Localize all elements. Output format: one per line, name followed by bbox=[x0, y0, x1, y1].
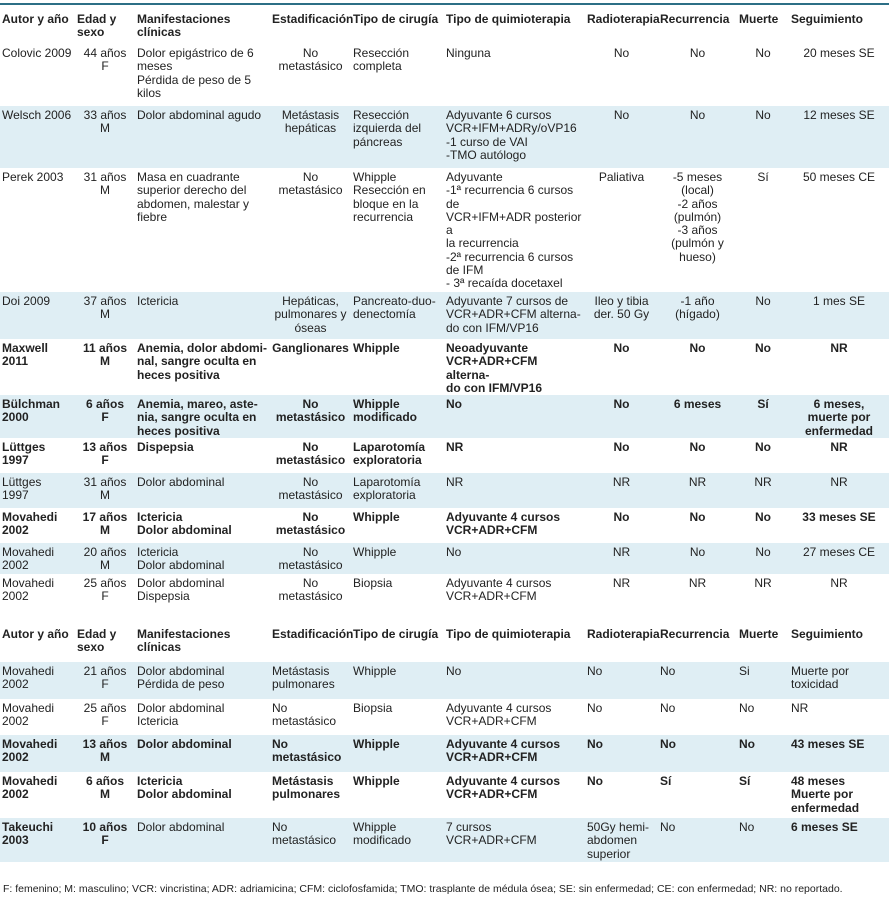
cell-death: No bbox=[737, 339, 789, 395]
cell-chemo: Adyuvante -1ª recurrencia 6 cursos de VCR+IFM+ADR posterior a la recurrencia -2ª recurrencia 6 cursos de IFM - 3ª recaída docetaxel bbox=[444, 168, 585, 292]
cell-age-sex: 11 años M bbox=[75, 339, 135, 395]
cell-surgery: Whipple modificado bbox=[351, 395, 444, 438]
cell-author: Movahedi 2002 bbox=[0, 735, 75, 772]
cell-clinical: Dolor abdominal Dispepsia bbox=[135, 574, 270, 605]
cell-followup: 27 meses CE bbox=[789, 543, 889, 574]
cell-death: Sí bbox=[737, 772, 789, 818]
table-row bbox=[0, 772, 889, 818]
cell-followup: 43 meses SE bbox=[789, 735, 889, 772]
cell-author: Movahedi 2002 bbox=[0, 662, 75, 699]
header-cell: Estadificación bbox=[272, 627, 354, 641]
table-row bbox=[0, 574, 889, 605]
cell-staging: No metastásico bbox=[270, 508, 351, 543]
top-rule bbox=[0, 3, 889, 5]
cell-death: NR bbox=[737, 574, 789, 605]
cell-chemo: NR bbox=[444, 473, 585, 508]
cell-chemo: Ninguna bbox=[444, 44, 585, 106]
cell-author: Doi 2009 bbox=[0, 292, 75, 339]
cell-radio: Ileo y tibia der. 50 Gy bbox=[585, 292, 658, 339]
cell-author: Movahedi 2002 bbox=[0, 699, 75, 735]
header-cell: Seguimiento bbox=[791, 12, 864, 26]
cell-death: No bbox=[737, 438, 789, 473]
cell-surgery: Biopsia bbox=[351, 574, 444, 605]
cell-surgery: Resección izquierda del páncreas bbox=[351, 106, 444, 168]
cell-recurrence: No bbox=[658, 106, 737, 168]
cell-radio: NR bbox=[585, 574, 658, 605]
cell-chemo: NR bbox=[444, 438, 585, 473]
table-body bbox=[0, 44, 889, 605]
cell-staging: Metástasis pulmonares bbox=[270, 662, 351, 699]
cell-age-sex: 31 años M bbox=[75, 168, 135, 292]
table-row bbox=[0, 438, 889, 473]
cell-author: Bülchman 2000 bbox=[0, 395, 75, 438]
cell-staging: No metastásico bbox=[270, 735, 351, 772]
cell-author: Movahedi 2002 bbox=[0, 772, 75, 818]
cell-followup: Muerte por toxicidad bbox=[789, 662, 889, 699]
cell-author: Movahedi 2002 bbox=[0, 543, 75, 574]
cell-surgery: Resección completa bbox=[351, 44, 444, 106]
cell-chemo: Adyuvante 4 cursos VCR+ADR+CFM bbox=[444, 735, 585, 772]
cell-followup: NR bbox=[789, 473, 889, 508]
table-row bbox=[0, 106, 889, 168]
cell-followup: NR bbox=[789, 339, 889, 395]
cell-death: No bbox=[737, 818, 789, 862]
header-cell: Autor y año bbox=[2, 627, 69, 641]
cell-clinical: Dolor abdominal bbox=[135, 818, 270, 862]
header-cell: Seguimiento bbox=[791, 627, 864, 641]
cell-death: No bbox=[737, 543, 789, 574]
cell-author: Perek 2003 bbox=[0, 168, 75, 292]
cell-recurrence: No bbox=[658, 44, 737, 106]
cell-surgery: Whipple bbox=[351, 772, 444, 818]
header-cell: Muerte bbox=[739, 627, 779, 641]
cell-author: Lüttges 1997 bbox=[0, 438, 75, 473]
cell-surgery: Pancreato-duo- denectomía bbox=[351, 292, 444, 339]
cell-age-sex: 13 años F bbox=[75, 438, 135, 473]
cell-clinical: Ictericia Dolor abdominal bbox=[135, 772, 270, 818]
cell-surgery: Whipple bbox=[351, 543, 444, 574]
table-header-row bbox=[0, 6, 889, 44]
cell-recurrence: No bbox=[658, 438, 737, 473]
cell-author: Maxwell 2011 bbox=[0, 339, 75, 395]
cell-followup: 1 mes SE bbox=[789, 292, 889, 339]
cell-chemo: No bbox=[444, 662, 585, 699]
cell-radio: No bbox=[585, 699, 658, 735]
cell-radio: No bbox=[585, 662, 658, 699]
header-cell: Manifestaciones clínicas bbox=[137, 627, 231, 655]
cell-clinical: Dolor abdominal Ictericia bbox=[135, 699, 270, 735]
cell-followup: 33 meses SE bbox=[789, 508, 889, 543]
cell-age-sex: 44 años F bbox=[75, 44, 135, 106]
cell-author: Welsch 2006 bbox=[0, 106, 75, 168]
cell-radio: No bbox=[585, 44, 658, 106]
cell-death: No bbox=[737, 292, 789, 339]
cell-radio: No bbox=[585, 106, 658, 168]
cell-surgery: Whipple modificado bbox=[351, 818, 444, 862]
cell-staging: No metastásico bbox=[270, 395, 351, 438]
cell-chemo: No bbox=[444, 395, 585, 438]
cell-age-sex: 6 años M bbox=[75, 772, 135, 818]
cell-surgery: Biopsia bbox=[351, 699, 444, 735]
cell-author: Movahedi 2002 bbox=[0, 574, 75, 605]
cell-radio: No bbox=[585, 508, 658, 543]
cell-age-sex: 10 años F bbox=[75, 818, 135, 862]
cell-recurrence: 6 meses bbox=[658, 395, 737, 438]
cell-staging: No metastásico bbox=[270, 168, 351, 292]
cell-staging: Ganglionares bbox=[270, 339, 351, 395]
header-cell: Recurrencia bbox=[660, 627, 730, 641]
table-body bbox=[0, 662, 889, 862]
cell-radio: No bbox=[585, 339, 658, 395]
cell-clinical: Anemia, mareo, aste- nia, sangre oculta en heces positiva bbox=[135, 395, 270, 438]
cell-author: Lüttges 1997 bbox=[0, 473, 75, 508]
cell-clinical: Dolor abdominal agudo bbox=[135, 106, 270, 168]
cell-death: NR bbox=[737, 473, 789, 508]
cell-death: Sí bbox=[737, 395, 789, 438]
table-row bbox=[0, 44, 889, 106]
cell-death: No bbox=[737, 44, 789, 106]
table-row bbox=[0, 339, 889, 395]
header-cell: Edad y sexo bbox=[77, 12, 117, 40]
cell-followup: 50 meses CE bbox=[789, 168, 889, 292]
header-cell: Radioterapia bbox=[587, 12, 660, 26]
cell-radio: 50Gy hemi- abdomen superior bbox=[585, 818, 658, 862]
cell-recurrence: No bbox=[658, 662, 737, 699]
cell-clinical: Ictericia bbox=[135, 292, 270, 339]
cell-clinical: Dolor abdominal bbox=[135, 473, 270, 508]
cell-age-sex: 31 años M bbox=[75, 473, 135, 508]
header-cell: Tipo de quimioterapia bbox=[446, 627, 571, 641]
cell-surgery: Whipple bbox=[351, 662, 444, 699]
cell-chemo: Adyuvante 4 cursos VCR+ADR+CFM bbox=[444, 574, 585, 605]
header-cell: Tipo de cirugía bbox=[353, 12, 439, 26]
cell-age-sex: 17 años M bbox=[75, 508, 135, 543]
table-row bbox=[0, 662, 889, 699]
header-cell: Tipo de cirugía bbox=[353, 627, 439, 641]
cell-clinical: Anemia, dolor abdomi- nal, sangre oculta en heces positiva bbox=[135, 339, 270, 395]
cell-recurrence: NR bbox=[658, 574, 737, 605]
cell-death: No bbox=[737, 508, 789, 543]
cell-surgery: Whipple bbox=[351, 508, 444, 543]
cell-age-sex: 13 años M bbox=[75, 735, 135, 772]
cell-age-sex: 21 años F bbox=[75, 662, 135, 699]
cell-clinical: Masa en cuadrante superior derecho del abdomen, malestar y fiebre bbox=[135, 168, 270, 292]
cell-staging: Metástasis pulmonares bbox=[270, 772, 351, 818]
header-cell: Radioterapia bbox=[587, 627, 660, 641]
case-table-top bbox=[0, 6, 889, 605]
cell-author: Takeuchi 2003 bbox=[0, 818, 75, 862]
cell-followup: NR bbox=[789, 574, 889, 605]
cell-recurrence: Sí bbox=[658, 772, 737, 818]
cell-staging: No metastásico bbox=[270, 818, 351, 862]
cell-staging: Metástasis hepáticas bbox=[270, 106, 351, 168]
cell-recurrence: No bbox=[658, 818, 737, 862]
cell-followup: 6 meses, muerte por enfermedad bbox=[789, 395, 889, 438]
cell-staging: Hepáticas, pulmonares y óseas bbox=[270, 292, 351, 339]
cell-staging: No metastásico bbox=[270, 699, 351, 735]
cell-recurrence: No bbox=[658, 735, 737, 772]
header-cell: Tipo de quimioterapia bbox=[446, 12, 571, 26]
table-header-row bbox=[0, 622, 889, 662]
cell-chemo: Neoadyuvante VCR+ADR+CFM alterna- do con IFM/VP16 bbox=[444, 339, 585, 395]
header-cell: Edad y sexo bbox=[77, 627, 117, 655]
header-cell: Muerte bbox=[739, 12, 779, 26]
cell-chemo: Adyuvante 6 cursos VCR+IFM+ADRy/oVP16 -1 curso de VAI -TMO autólogo bbox=[444, 106, 585, 168]
cell-radio: No bbox=[585, 772, 658, 818]
table-row bbox=[0, 395, 889, 438]
cell-chemo: Adyuvante 4 cursos VCR+ADR+CFM bbox=[444, 699, 585, 735]
table-row bbox=[0, 168, 889, 292]
cell-radio: NR bbox=[585, 543, 658, 574]
cell-age-sex: 33 años M bbox=[75, 106, 135, 168]
cell-staging: No metastásico bbox=[270, 438, 351, 473]
cell-followup: NR bbox=[789, 438, 889, 473]
cell-clinical: Dolor abdominal bbox=[135, 735, 270, 772]
cell-staging: No metastásico bbox=[270, 543, 351, 574]
table-row bbox=[0, 818, 889, 862]
cell-chemo: Adyuvante 4 cursos VCR+ADR+CFM bbox=[444, 508, 585, 543]
cell-recurrence: -5 meses (local) -2 años (pulmón) -3 años (pulmón y hueso) bbox=[658, 168, 737, 292]
cell-followup: 48 meses Muerte por enfermedad bbox=[789, 772, 889, 818]
cell-surgery: Laparotomía exploratoria bbox=[351, 438, 444, 473]
table-row bbox=[0, 508, 889, 543]
cell-staging: No metastásico bbox=[270, 473, 351, 508]
cell-radio: No bbox=[585, 438, 658, 473]
table-row bbox=[0, 699, 889, 735]
cell-age-sex: 6 años F bbox=[75, 395, 135, 438]
cell-radio: NR bbox=[585, 473, 658, 508]
cell-recurrence: No bbox=[658, 508, 737, 543]
cell-chemo: No bbox=[444, 543, 585, 574]
footnote: F: femenino; M: masculino; VCR: vincristina; ADR: adriamicina; CFM: ciclofosfamida; TMO: trasplante de médula ósea; SE: sin enfermedad; CE: con enfermedad; NR: no reportado. bbox=[3, 883, 843, 895]
table-row bbox=[0, 735, 889, 772]
cell-followup: NR bbox=[789, 699, 889, 735]
cell-surgery: Whipple Resección en bloque en la recurrencia bbox=[351, 168, 444, 292]
cell-death: No bbox=[737, 699, 789, 735]
header-cell: Manifestaciones clínicas bbox=[137, 12, 231, 40]
cell-staging: No metastásico bbox=[270, 574, 351, 605]
cell-recurrence: -1 año (hígado) bbox=[658, 292, 737, 339]
cell-author: Movahedi 2002 bbox=[0, 508, 75, 543]
cell-radio: No bbox=[585, 395, 658, 438]
cell-death: Sí bbox=[737, 168, 789, 292]
cell-death: Si bbox=[737, 662, 789, 699]
cell-followup: 20 meses SE bbox=[789, 44, 889, 106]
cell-chemo: Adyuvante 4 cursos VCR+ADR+CFM bbox=[444, 772, 585, 818]
cell-radio: No bbox=[585, 735, 658, 772]
header-cell: Estadificación bbox=[272, 12, 354, 26]
table-row bbox=[0, 473, 889, 508]
header-cell: Recurrencia bbox=[660, 12, 730, 26]
cell-age-sex: 25 años F bbox=[75, 574, 135, 605]
cell-clinical: Ictericia Dolor abdominal bbox=[135, 543, 270, 574]
table-row bbox=[0, 292, 889, 339]
cell-clinical: Dispepsia bbox=[135, 438, 270, 473]
cell-surgery: Whipple bbox=[351, 339, 444, 395]
table-row bbox=[0, 543, 889, 574]
cell-age-sex: 37 años M bbox=[75, 292, 135, 339]
cell-recurrence: No bbox=[658, 543, 737, 574]
cell-age-sex: 20 años M bbox=[75, 543, 135, 574]
cell-death: No bbox=[737, 735, 789, 772]
cell-followup: 6 meses SE bbox=[789, 818, 889, 862]
cell-death: No bbox=[737, 106, 789, 168]
cell-clinical: Dolor epigástrico de 6 meses Pérdida de peso de 5 kilos bbox=[135, 44, 270, 106]
cell-clinical: Dolor abdominal Pérdida de peso bbox=[135, 662, 270, 699]
cell-surgery: Whipple bbox=[351, 735, 444, 772]
cell-clinical: Ictericia Dolor abdominal bbox=[135, 508, 270, 543]
cell-age-sex: 25 años F bbox=[75, 699, 135, 735]
cell-surgery: Laparotomía exploratoria bbox=[351, 473, 444, 508]
header-cell: Autor y año bbox=[2, 12, 69, 26]
cell-staging: No metastásico bbox=[270, 44, 351, 106]
case-table-bottom bbox=[0, 622, 889, 862]
cell-recurrence: NR bbox=[658, 473, 737, 508]
cell-followup: 12 meses SE bbox=[789, 106, 889, 168]
cell-chemo: 7 cursos VCR+ADR+CFM bbox=[444, 818, 585, 862]
cell-recurrence: No bbox=[658, 339, 737, 395]
cell-chemo: Adyuvante 7 cursos de VCR+ADR+CFM alterna- do con IFM/VP16 bbox=[444, 292, 585, 339]
cell-recurrence: No bbox=[658, 699, 737, 735]
cell-author: Colovic 2009 bbox=[0, 44, 75, 106]
cell-radio: Paliativa bbox=[585, 168, 658, 292]
